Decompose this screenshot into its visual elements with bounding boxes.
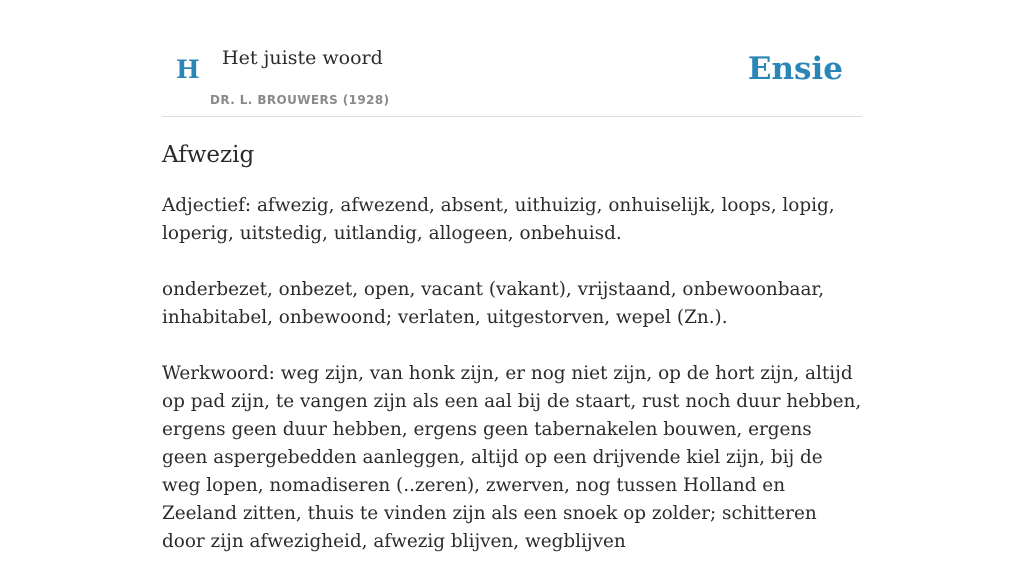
entry-paragraph: Adjectief: afwezig, afwezend, absent, uithuizig, onhuiselijk, loops, lopig, loperig, uitstedig, uitlandig, allogeen, onbehuisd. (162, 195, 835, 244)
book-title-link[interactable]: Het juiste woord (222, 47, 383, 69)
entry-title: Afwezig (162, 142, 255, 168)
book-author: DR. L. BROUWERS (1928) (210, 93, 390, 107)
entry-paragraph: Werkwoord: weg zijn, van honk zijn, er nog niet zijn, op de hort zijn, altijd op pad zijn, te vangen zijn als een aal bij de staart, rust noch duur hebben, ergens geen duur hebben, ergens geen tabernakelen bouwen, ergens geen aspergebedden aanleggen, altijd op een drijvende kiel zijn, bij de weg lopen, nomadiseren (..zeren), zwerven, nog tussen Holland en Zeeland zitten, thuis te vinden zijn als een snoek op zolder; schitteren door zijn afwezigheid, afwezig blijven, wegblijven (162, 363, 862, 552)
entry-paragraph: onderbezet, onbezet, open, vacant (vakant), vrijstaand, onbewoonbaar, inhabitabel, onbewoond; verlaten, uitgestorven, wepel (Zn.). (162, 279, 825, 328)
book-letter-icon[interactable]: H (176, 55, 200, 84)
ensie-logo[interactable]: Ensie (747, 51, 843, 87)
book-header (162, 0, 862, 117)
entry-body (162, 192, 862, 584)
